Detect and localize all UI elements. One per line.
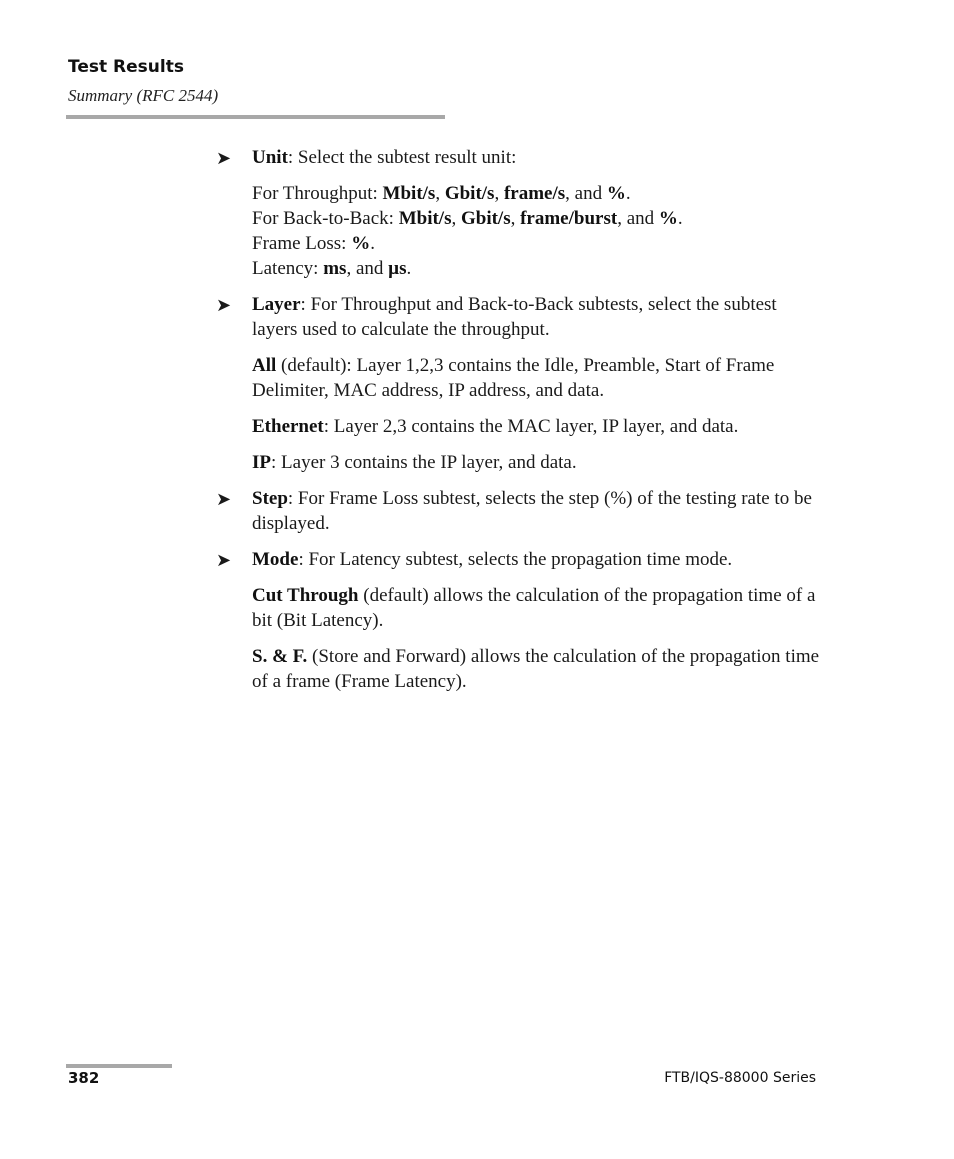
mode-description: : For Latency subtest, selects the propagation time mode. — [298, 549, 733, 570]
bullet-item-mode — [216, 547, 826, 572]
footer-divider — [66, 1064, 172, 1068]
unit-latency-line: Latency: ms, and µs. — [252, 258, 412, 279]
bullet-item-step — [216, 486, 826, 536]
page-section-title: Test Results — [68, 57, 184, 77]
arrow-bullet-icon: ➤ — [216, 489, 232, 510]
bullet-item-layer — [216, 292, 826, 342]
document-body — [216, 145, 826, 694]
term-step: Step — [252, 488, 288, 509]
page-number: 382 — [68, 1069, 100, 1087]
mode-cut-through-paragraph: Cut Through (default) allows the calculation of the propagation time of a bit (Bit Latency). — [252, 585, 816, 631]
arrow-bullet-icon: ➤ — [216, 550, 232, 571]
header-divider — [66, 115, 445, 119]
page-subsection-title: Summary (RFC 2544) — [68, 86, 219, 105]
unit-description: : Select the subtest result unit: — [287, 147, 517, 168]
arrow-bullet-icon: ➤ — [216, 148, 232, 169]
unit-backtoback-line: For Back-to-Back: Mbit/s, Gbit/s, frame/burst, and %. — [252, 208, 683, 229]
arrow-bullet-icon: ➤ — [216, 295, 232, 316]
unit-options — [252, 181, 826, 281]
term-mode: Mode — [252, 549, 299, 570]
product-series: FTB/IQS-88000 Series — [664, 1070, 816, 1086]
bullet-item-unit — [216, 145, 826, 170]
layer-ip-paragraph: IP: Layer 3 contains the IP layer, and data. — [252, 452, 577, 473]
unit-frameloss-line: Frame Loss: %. — [252, 233, 375, 254]
layer-description: : For Throughput and Back-to-Back subtests, select the subtest layers used to calculate the throughput. — [252, 294, 777, 340]
layer-all-paragraph: All (default): Layer 1,2,3 contains the Idle, Preamble, Start of Frame Delimiter, MAC address, IP address, and data. — [252, 355, 775, 401]
term-layer: Layer — [252, 294, 301, 315]
step-description: : For Frame Loss subtest, selects the step (%) of the testing rate to be displayed. — [252, 488, 812, 534]
layer-ethernet-paragraph: Ethernet: Layer 2,3 contains the MAC layer, IP layer, and data. — [252, 416, 739, 437]
mode-store-forward-paragraph: S. & F. (Store and Forward) allows the calculation of the propagation time of a frame (Frame Latency). — [252, 646, 820, 692]
unit-throughput-line: For Throughput: Mbit/s, Gbit/s, frame/s, and %. — [252, 183, 631, 204]
term-unit: Unit — [252, 147, 288, 168]
